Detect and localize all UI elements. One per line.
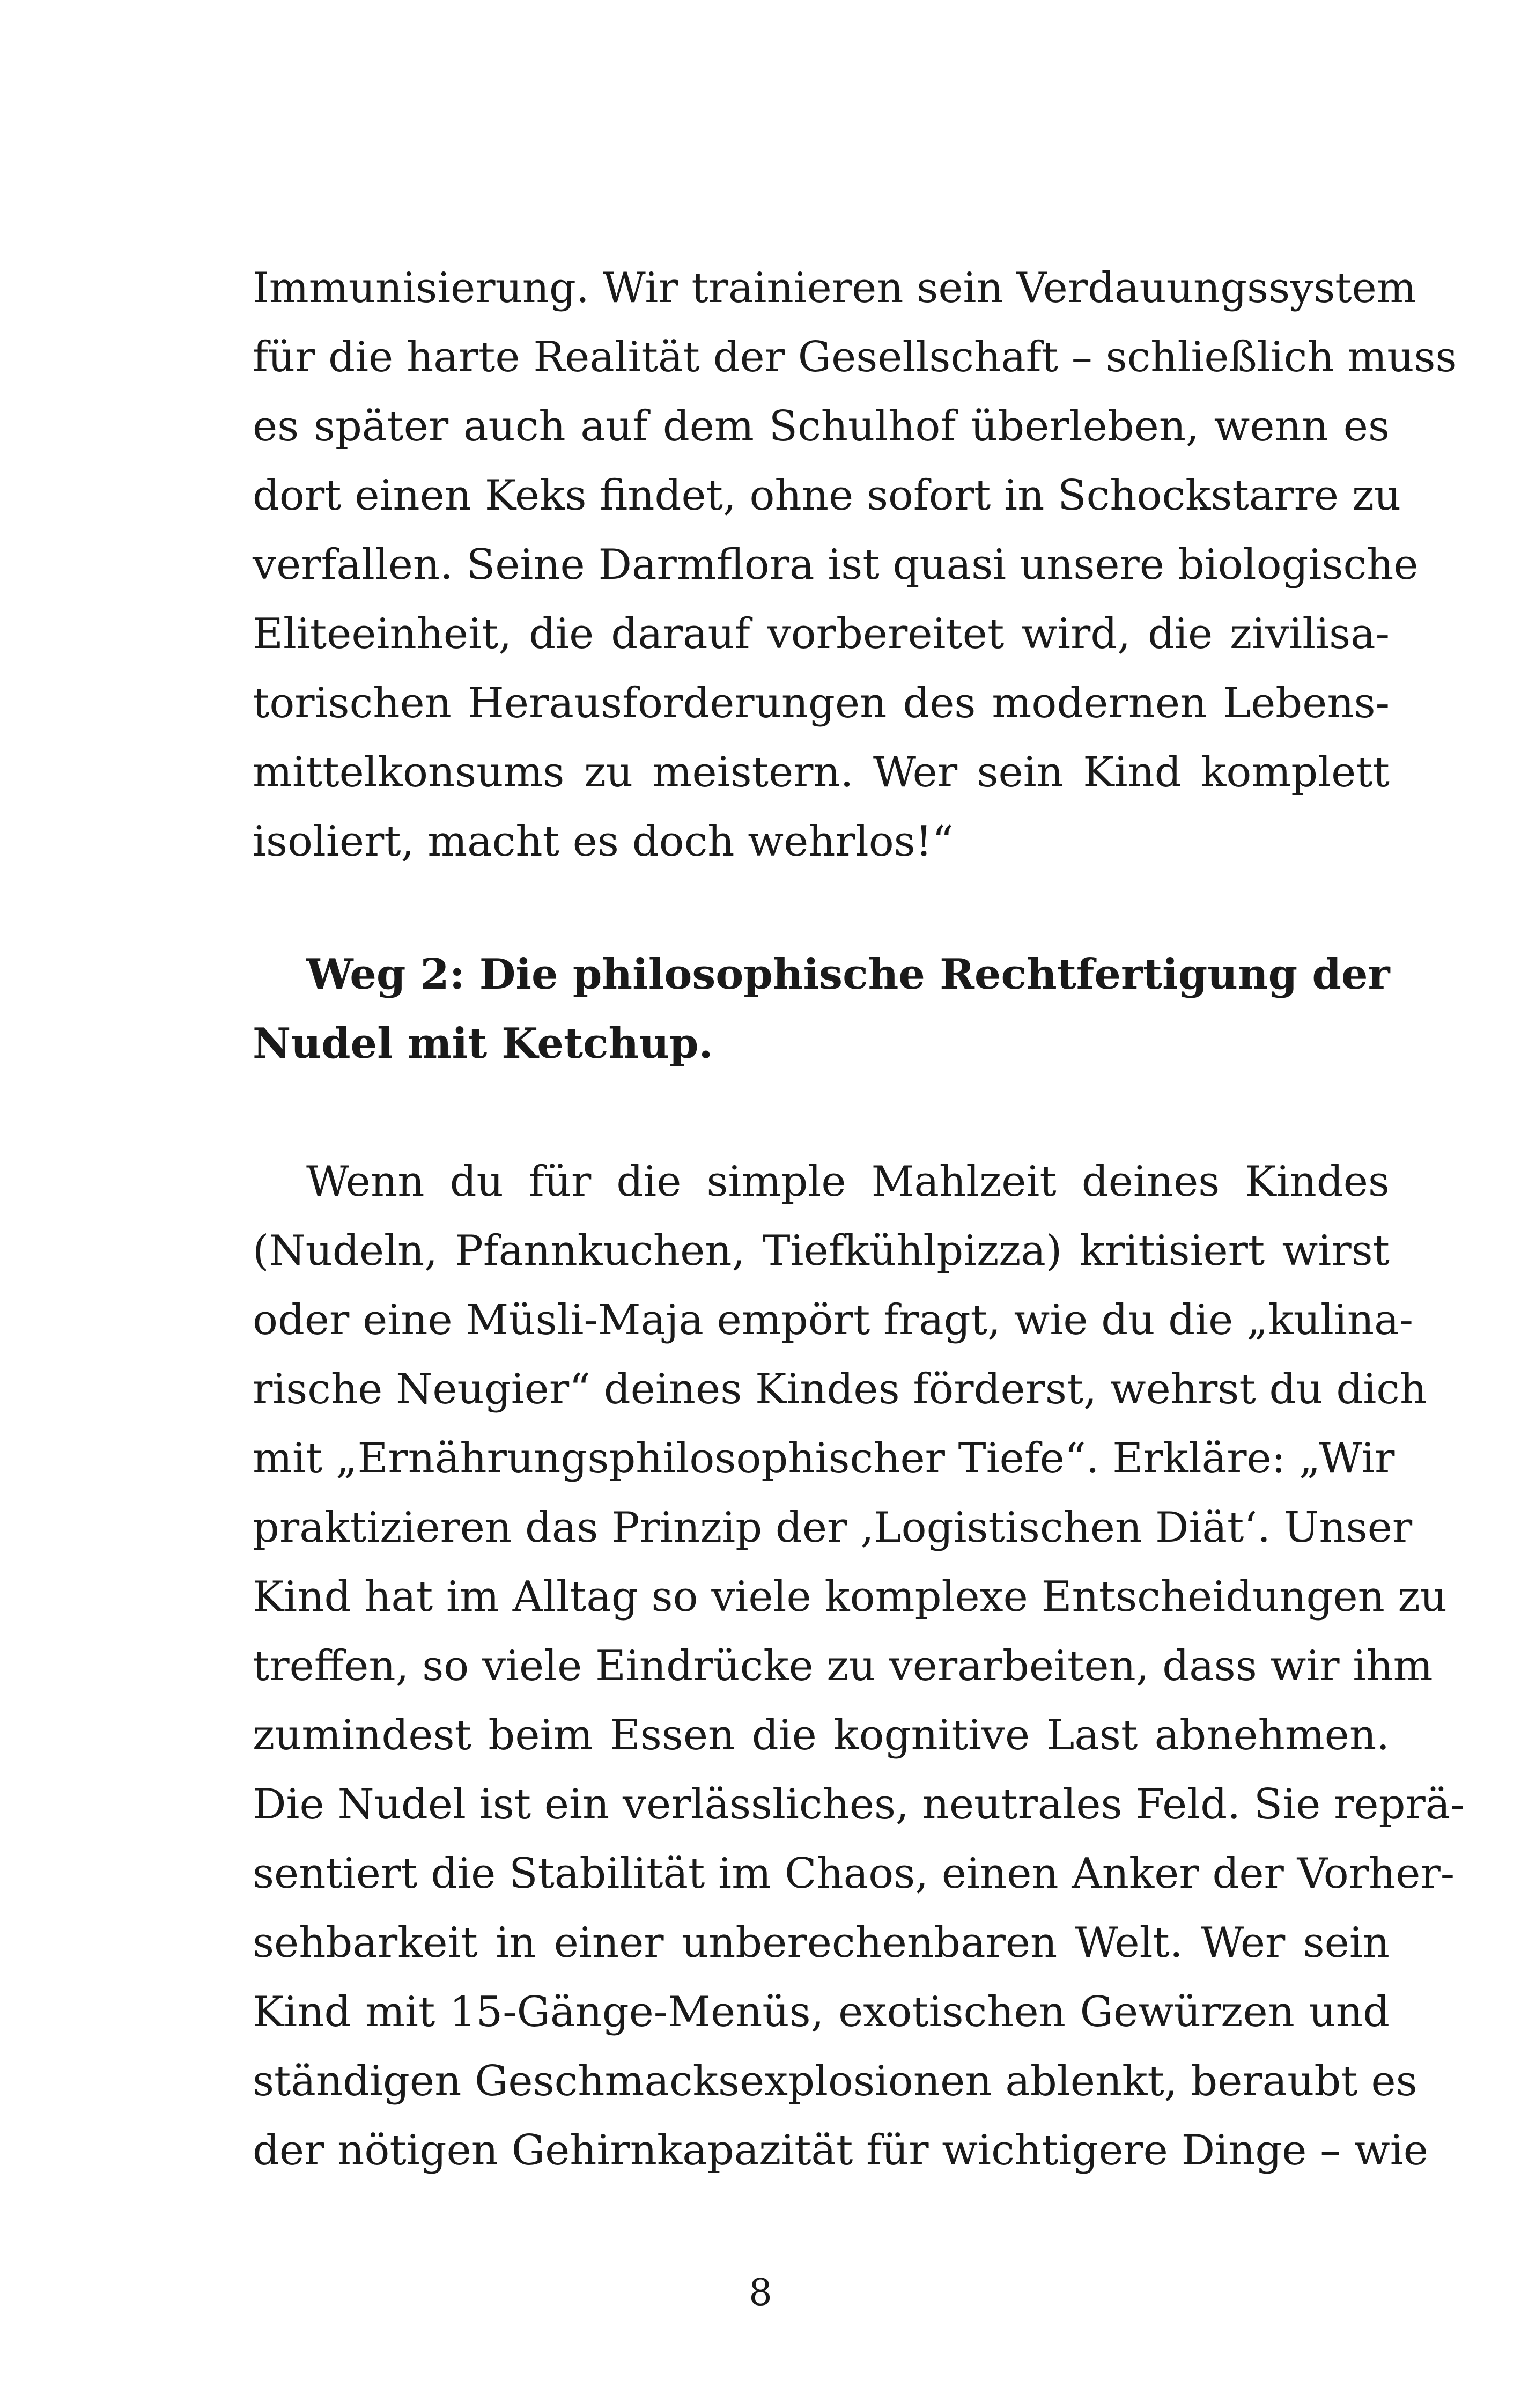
text-line: oder eine Müsli-Maja empört fragt, wie du die „kulina- <box>253 1296 1413 1344</box>
text-line: rische Neugier“ deines Kindes förderst, wehrst du dich <box>253 1365 1427 1413</box>
text-line: mit „Ernährungsphilosophischer Tiefe“. Erkläre: „Wir <box>253 1434 1395 1483</box>
text-line: sentiert die Stabilität im Chaos, einen Anker der Vorher- <box>253 1850 1455 1898</box>
page-number: 8 <box>749 2272 772 2314</box>
text-line: dort einen Keks findet, ohne sofort in Schockstarre zu <box>253 472 1401 520</box>
text-line: ständigen Geschmacksexplosionen ablenkt, beraubt es <box>253 2057 1417 2105</box>
text-line: Kind mit 15-Gänge-Menüs, exotischen Gewürzen und <box>253 1988 1390 2036</box>
text-line: es später auch auf dem Schulhof überleben, wenn es <box>253 402 1390 451</box>
text-line: verfallen. Seine Darmflora ist quasi unsere biologische <box>253 541 1419 589</box>
text-line: sehbarkeit in einer unberechenbaren Welt. Wer sein <box>253 1919 1390 1967</box>
text-line: torischen Herausforderungen des modernen Lebens- <box>253 679 1390 727</box>
text-line: der nötigen Gehirnkapazität für wichtigere Dinge – wie <box>253 2126 1428 2175</box>
text-line: zumindest beim Essen die kognitive Last abnehmen. <box>253 1711 1390 1759</box>
text-line: Die Nudel ist ein verlässliches, neutrales Feld. Sie reprä- <box>253 1780 1465 1829</box>
text-line: praktizieren das Prinzip der ‚Logistischen Diät‘. Unser <box>253 1504 1413 1552</box>
heading-line: Nudel mit Ketchup. <box>253 1019 713 1068</box>
text-line: Kind hat im Alltag so viele komplexe Entscheidungen zu <box>253 1573 1447 1621</box>
heading-line: Weg 2: Die philosophische Rechtfertigung der <box>306 950 1390 999</box>
text-line: Wenn du für die simple Mahlzeit deines Kindes <box>306 1158 1390 1206</box>
text-line: treffen, so viele Eindrücke zu verarbeiten, dass wir ihm <box>253 1642 1433 1690</box>
text-line: mittelkonsums zu meistern. Wer sein Kind komplett <box>253 748 1390 797</box>
text-line: isoliert, macht es doch wehrlos!“ <box>253 818 954 866</box>
text-line: (Nudeln, Pfannkuchen, Tiefkühlpizza) kritisiert wirst <box>253 1227 1390 1275</box>
text-line: Immunisierung. Wir trainieren sein Verdauungssystem <box>253 264 1416 312</box>
text-line: Eliteeinheit, die darauf vorbereitet wird, die zivilisa- <box>253 610 1390 658</box>
text-line: für die harte Realität der Gesellschaft – schließlich muss <box>253 333 1457 381</box>
